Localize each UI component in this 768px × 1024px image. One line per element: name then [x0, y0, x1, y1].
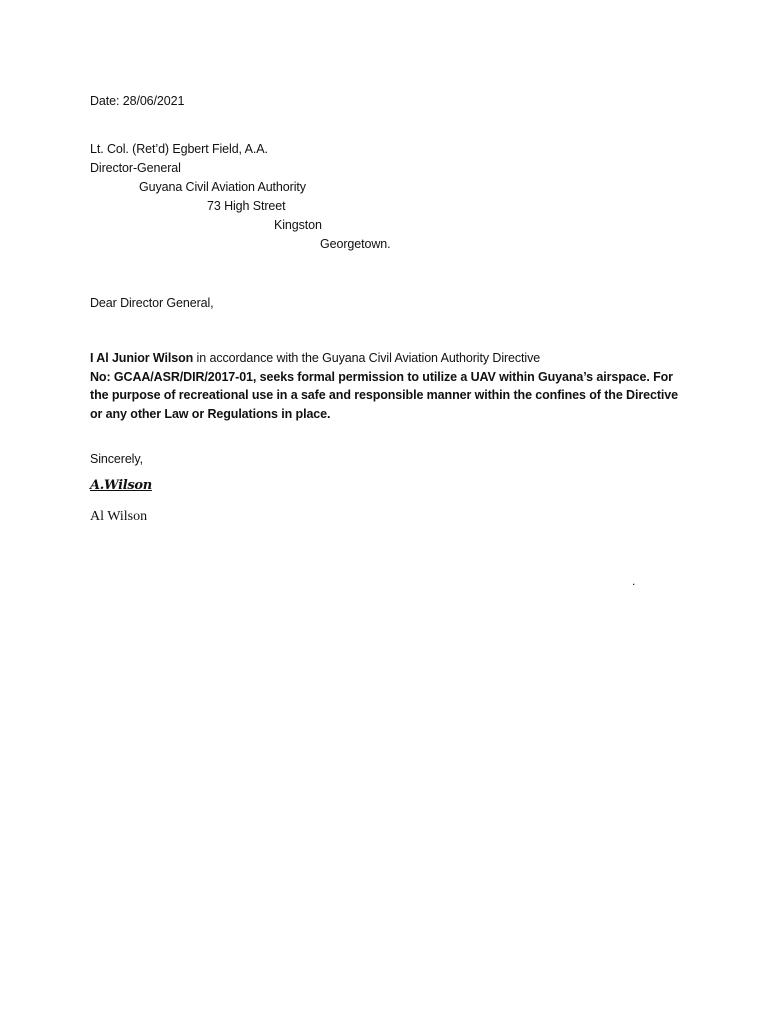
stray-mark: . [632, 574, 636, 588]
signature: A.Wilson [90, 478, 152, 493]
letter-date: Date: 28/06/2021 [90, 94, 185, 108]
recipient-city: Georgetown. [320, 237, 391, 251]
closing: Sincerely, [90, 452, 143, 466]
body-lead: I Al Junior Wilson [90, 351, 194, 365]
letter-body [90, 349, 690, 424]
salutation: Dear Director General, [90, 296, 214, 310]
recipient-name: Lt. Col. (Ret’d) Egbert Field, A.A. [90, 142, 268, 156]
recipient-street: 73 High Street [207, 199, 286, 213]
body-text-2: No: GCAA/ASR/DIR/2017-01, seeks formal permission to utilize a UAV within Guyana’s airspace. For the purpose of [90, 369, 673, 403]
body-text-1: in accordance with the Guyana Civil Aviation Authority Directive [193, 351, 541, 365]
recipient-organization: Guyana Civil Aviation Authority [139, 180, 306, 194]
body-emphasis: recreational [178, 388, 249, 403]
printed-name: Al Wilson [90, 509, 148, 524]
recipient-district: Kingston [274, 218, 322, 232]
body-text-3: use in a safe and responsible manner within the confines of the Directive or any other Law or Regulations in place. [90, 388, 678, 422]
recipient-title: Director-General [90, 161, 181, 175]
